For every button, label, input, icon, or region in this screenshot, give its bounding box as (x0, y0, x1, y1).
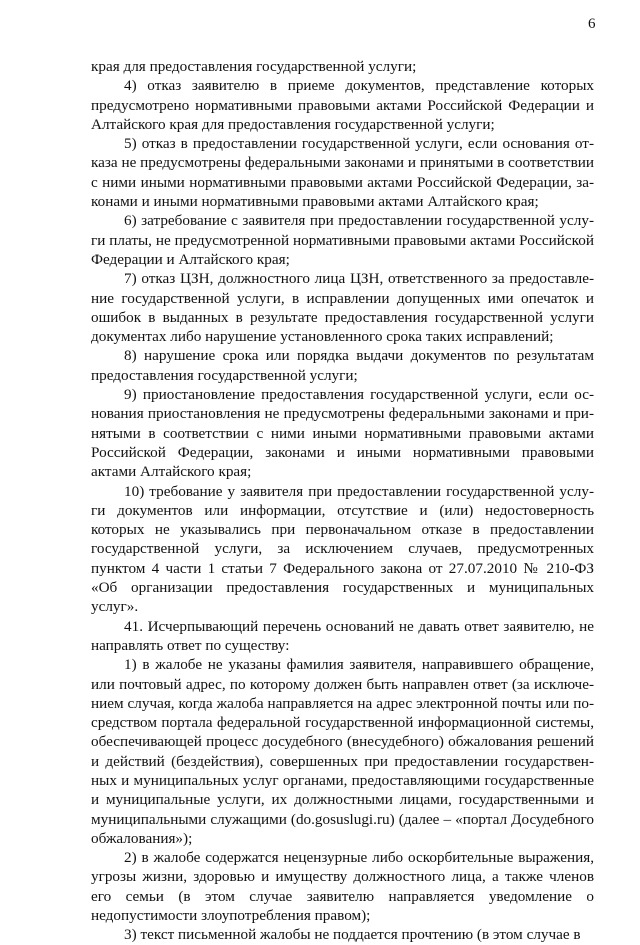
page-number: 6 (588, 16, 596, 32)
paragraph: 1) в жалобе не указаны фамилия заявителя, направившего обращение, или почтовый адрес, по которому должен быть направлен ответ (за исключением случая, когда жалоба направляется на адрес электронной почты или посредством портала федеральной государственной информационной системы, обеспечивающей процесс досудебного (внесудебного) обжалования решений и действий (бездействия), совершенных при предоставлении государственных и муниципальных услуг органами, предоставляющими государственные и муниципальные услуги, их должностными лицами, государственными и муниципальными служащими (do.gosuslugi.ru) (далее – «портал Досудебного обжалования»); (91, 656, 594, 847)
paragraph: 2) в жалобе содержатся нецензурные либо оскорбительные выражения, угрозы жизни, здоровью и имуществу должностного лица, а также членов его семьи (в этом случае заявителю направляется уведомление о недопустимости злоупотребления правом); (91, 849, 594, 925)
paragraph: 6) затребование с заявителя при предоставлении государственной услуги платы, не предусмотренной нормативными правовыми актами Российской Федерации и Алтайского края; (91, 212, 594, 268)
paragraph: 9) приостановление предоставления государственной услуги, если основания приостановления не предусмотрены федеральными законами и принятыми в соответствии с ними иными нормативными правовыми актами Российской Федерации, законами и иными нормативными правовыми актами Алтайского края; (91, 386, 594, 481)
paragraph: 8) нарушение срока или порядка выдачи документов по результатам предоставления государственной услуги; (91, 347, 594, 384)
paragraph: 41. Исчерпывающий перечень оснований не давать ответ заявителю, не направлять ответ по существу: (91, 617, 594, 654)
paragraph: 4) отказ заявителю в приеме документов, представление которых предусмотрено нормативными правовыми актами Российской Федерации и Алтайского края для предоставления государственной услуги; (91, 77, 594, 133)
document-body (91, 57, 594, 945)
paragraph: 3) текст письменной жалобы не поддается прочтению (в этом случае в (124, 926, 581, 944)
paragraph: 10) требование у заявителя при предоставлении государственной услуги документов или информации, отсутствие и (или) недостоверность которых не указывались при первоначальном отказе в предоставлении государственной услуги, за исключением случаев, предусмотренных пунктом 4 части 1 статьи 7 Федерального закона от 27.07.2010 № 210-ФЗ «Об организации предоставления государственных и муниципальных услуг». (91, 482, 594, 616)
paragraph: края для предоставления государственной услуги; (91, 58, 417, 75)
paragraph: 5) отказ в предоставлении государственной услуги, если основания отказа не предусмотрены федеральными законами и принятыми в соответствии с ними иными нормативными правовыми актами Российской Федерации, законами и иными нормативными правовыми актами Алтайского края; (91, 135, 594, 211)
paragraph: 7) отказ ЦЗН, должностного лица ЦЗН, ответственного за предоставление государственной услуги, в исправлении допущенных ими опечаток и ошибок в выданных в результате предоставления государственной услуги документах либо нарушение установленного срока таких исправлений; (91, 270, 594, 346)
